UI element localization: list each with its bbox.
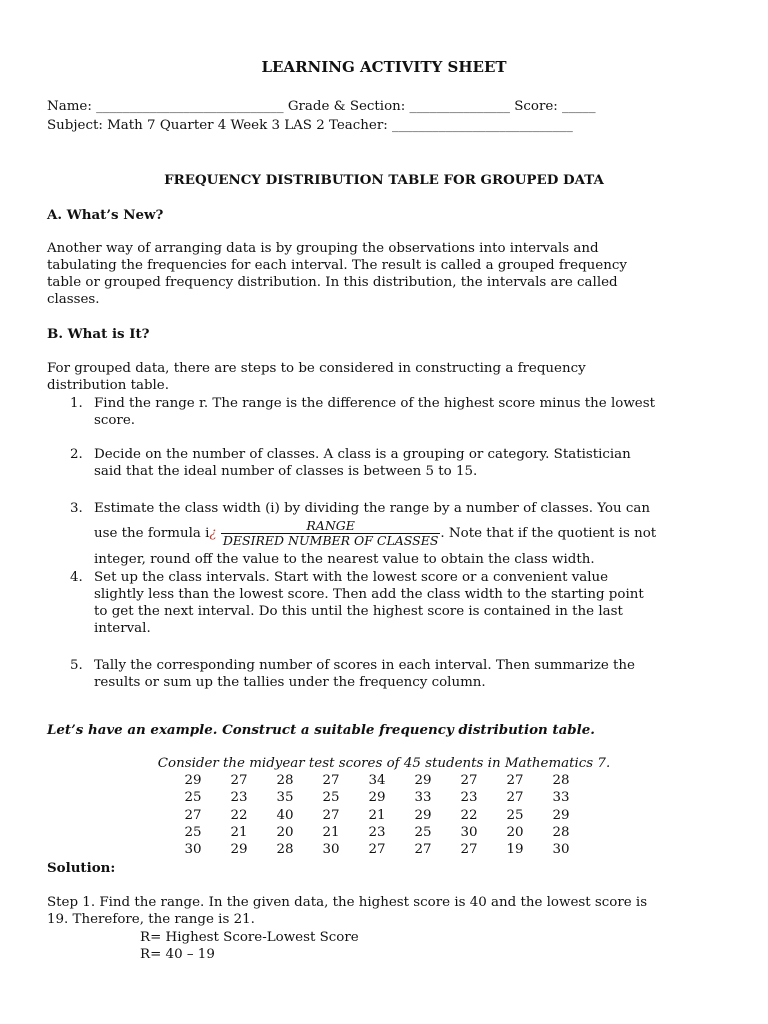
formula-line — [94, 517, 724, 551]
score-cell: 23 — [230, 790, 248, 806]
score-cell: 28 — [552, 773, 570, 789]
score-cell: 27 — [460, 842, 478, 858]
step-number: 1. — [70, 396, 83, 411]
score-cell: 29 — [184, 773, 202, 789]
step-line: integer, round off the value to the nearest value to obtain the class width. — [94, 552, 595, 567]
section-a-heading: A. What’s New? — [47, 207, 164, 223]
sheet-title: LEARNING ACTIVITY SHEET — [261, 58, 507, 76]
score-cell: 35 — [276, 790, 294, 806]
subject-teacher-line: Subject: Math 7 Quarter 4 Week 3 LAS 2 Teacher: ___________________________ — [47, 118, 573, 133]
score-cell: 33 — [414, 790, 432, 806]
table-row — [170, 824, 584, 841]
step-line: interval. — [94, 621, 151, 636]
score-cell: 27 — [230, 773, 248, 789]
step-line: Estimate the class width (i) by dividing the range by a number of classes. You can — [94, 501, 650, 516]
step-line: Find the range r. The range is the difference of the highest score minus the lowest — [94, 396, 655, 411]
score-cell: 28 — [276, 842, 294, 858]
step-line: Decide on the number of classes. A class is a grouping or category. Statistician — [94, 447, 631, 462]
score-cell: 25 — [184, 825, 202, 841]
score-cell: 27 — [414, 842, 432, 858]
score-cell: 25 — [184, 790, 202, 806]
score-cell: 27 — [184, 807, 202, 823]
paragraph-line: table or grouped frequency distribution. In this distribution, the intervals are called — [47, 275, 618, 290]
score-cell: 30 — [322, 842, 340, 858]
table-row — [170, 772, 584, 789]
table-row — [170, 789, 584, 806]
example-consider-line: Consider the midyear test scores of 45 students in Mathematics 7. — [157, 756, 611, 771]
score-cell: 23 — [460, 790, 478, 806]
score-cell: 25 — [414, 825, 432, 841]
example-heading: Let’s have an example. Construct a suitable frequency distribution table. — [47, 722, 595, 738]
formula-suffix: . Note that if the quotient is not — [440, 526, 657, 541]
section-a-paragraph — [47, 240, 727, 308]
paragraph-line: Another way of arranging data is by grouping the observations into intervals and — [47, 241, 599, 256]
score-cell: 22 — [460, 807, 478, 823]
topic-heading: FREQUENCY DISTRIBUTION TABLE FOR GROUPED DATA — [164, 172, 604, 188]
range-substitution: R= 40 – 19 — [140, 947, 215, 962]
score-cell: 27 — [506, 773, 524, 789]
score-cell: 29 — [414, 773, 432, 789]
score-cell: 27 — [460, 773, 478, 789]
paragraph-line: For grouped data, there are steps to be considered in constructing a frequency — [47, 361, 586, 376]
score-cell: 29 — [368, 790, 386, 806]
formula-prefix: use the formula i — [94, 526, 210, 541]
score-cell: 28 — [552, 825, 570, 841]
score-cell: 27 — [506, 790, 524, 806]
score-cell: 30 — [552, 842, 570, 858]
score-cell: 29 — [230, 842, 248, 858]
section-b-intro — [47, 360, 727, 394]
score-cell: 30 — [460, 825, 478, 841]
score-cell: 40 — [276, 807, 294, 823]
score-cell: 29 — [414, 807, 432, 823]
score-cell: 25 — [322, 790, 340, 806]
scores-table — [170, 772, 584, 858]
step-line: said that the ideal number of classes is between 5 to 15. — [94, 464, 478, 479]
score-cell: 34 — [368, 773, 386, 789]
range-fraction — [221, 519, 441, 548]
fraction-numerator: RANGE — [221, 519, 441, 534]
score-cell: 27 — [322, 807, 340, 823]
step-number: 2. — [70, 447, 83, 462]
score-cell: 33 — [552, 790, 570, 806]
step-line: score. — [94, 413, 136, 428]
step-line: Tally the corresponding number of scores in each interval. Then summarize the — [94, 658, 635, 673]
fraction-denominator: DESIRED NUMBER OF CLASSES — [222, 533, 439, 548]
range-formula: R= Highest Score-Lowest Score — [140, 930, 359, 945]
section-b-heading: B. What is It? — [47, 326, 150, 342]
score-cell: 20 — [276, 825, 294, 841]
score-cell: 20 — [506, 825, 524, 841]
solution-heading: Solution: — [47, 860, 116, 876]
score-cell: 30 — [184, 842, 202, 858]
formula-variable: ¿ — [209, 526, 217, 541]
score-cell: 25 — [506, 807, 524, 823]
score-cell: 22 — [230, 807, 248, 823]
step-number: 5. — [70, 658, 83, 673]
paragraph-line: distribution table. — [47, 378, 169, 393]
step-line: Set up the class intervals. Start with the lowest score or a convenient value — [94, 570, 609, 585]
score-cell: 21 — [230, 825, 248, 841]
table-row — [170, 807, 584, 824]
paragraph-line: Step 1. Find the range. In the given data, the highest score is 40 and the lowest score is — [47, 895, 648, 910]
score-cell: 21 — [322, 825, 340, 841]
step-line: slightly less than the lowest score. Then add the class width to the starting point — [94, 587, 644, 602]
score-cell: 19 — [506, 842, 524, 858]
step-line: to get the next interval. Do this until the highest score is contained in the last — [94, 604, 623, 619]
paragraph-line: tabulating the frequencies for each interval. The result is called a grouped frequency — [47, 258, 627, 273]
score-cell: 29 — [552, 807, 570, 823]
step-number: 4. — [70, 570, 83, 585]
step-number: 3. — [70, 501, 83, 516]
score-cell: 21 — [368, 807, 386, 823]
score-cell: 27 — [322, 773, 340, 789]
score-cell: 23 — [368, 825, 386, 841]
score-cell: 28 — [276, 773, 294, 789]
paragraph-line: classes. — [47, 292, 100, 307]
score-cell: 27 — [368, 842, 386, 858]
step-line: results or sum up the tallies under the frequency column. — [94, 675, 486, 690]
name-grade-score-line: Name: ____________________________ Grade & Section: _______________ Score: _____ — [47, 99, 596, 114]
table-row — [170, 841, 584, 858]
solution-step-1 — [47, 894, 727, 928]
paragraph-line: 19. Therefore, the range is 21. — [47, 912, 255, 927]
